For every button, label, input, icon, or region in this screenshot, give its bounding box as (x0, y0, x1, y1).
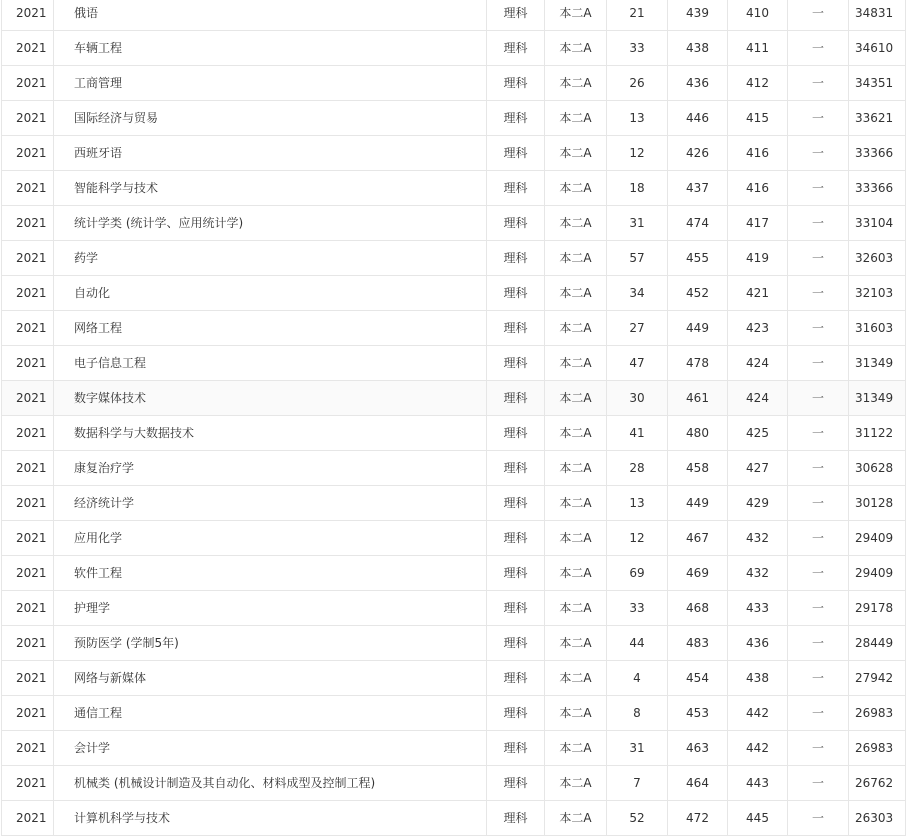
cell-major: 预防医学 (学制5年) (54, 626, 487, 661)
cell-plan-count: 52 (607, 801, 668, 836)
cell-year: 2021 (2, 171, 54, 206)
cell-plan-count: 13 (607, 101, 668, 136)
cell-max-score: 446 (668, 101, 728, 136)
cell-batch: 本二A (545, 521, 607, 556)
cell-min-rank: 26303 (849, 801, 906, 836)
cell-year: 2021 (2, 241, 54, 276)
cell-plan-count: 30 (607, 381, 668, 416)
cell-year: 2021 (2, 731, 54, 766)
cell-major: 软件工程 (54, 556, 487, 591)
cell-batch: 本二A (545, 486, 607, 521)
cell-year: 2021 (2, 136, 54, 171)
table-row (2, 381, 906, 416)
cell-year: 2021 (2, 661, 54, 696)
cell-year: 2021 (2, 451, 54, 486)
cell-avg-score: 一 (788, 591, 849, 626)
cell-max-score: 449 (668, 486, 728, 521)
cell-plan-count: 26 (607, 66, 668, 101)
table-row (2, 0, 906, 31)
table-row (2, 766, 906, 801)
cell-category: 理科 (487, 591, 545, 626)
cell-min-score: 421 (728, 276, 788, 311)
cell-avg-score: 一 (788, 0, 849, 31)
cell-major: 车辆工程 (54, 31, 487, 66)
cell-year: 2021 (2, 0, 54, 31)
cell-max-score: 463 (668, 731, 728, 766)
cell-min-rank: 28449 (849, 626, 906, 661)
cell-major: 药学 (54, 241, 487, 276)
cell-max-score: 455 (668, 241, 728, 276)
cell-plan-count: 47 (607, 346, 668, 381)
cell-plan-count: 12 (607, 521, 668, 556)
cell-year: 2021 (2, 766, 54, 801)
cell-batch: 本二A (545, 346, 607, 381)
cell-min-score: 419 (728, 241, 788, 276)
cell-max-score: 467 (668, 521, 728, 556)
cell-min-rank: 33366 (849, 171, 906, 206)
cell-plan-count: 31 (607, 206, 668, 241)
table-row (2, 206, 906, 241)
cell-year: 2021 (2, 416, 54, 451)
cell-min-score: 416 (728, 136, 788, 171)
cell-avg-score: 一 (788, 731, 849, 766)
cell-min-rank: 31603 (849, 311, 906, 346)
cell-major: 智能科学与技术 (54, 171, 487, 206)
cell-major: 康复治疗学 (54, 451, 487, 486)
cell-category: 理科 (487, 276, 545, 311)
cell-min-score: 442 (728, 731, 788, 766)
cell-year: 2021 (2, 556, 54, 591)
cell-batch: 本二A (545, 731, 607, 766)
cell-batch: 本二A (545, 381, 607, 416)
table-row (2, 171, 906, 206)
cell-category: 理科 (487, 311, 545, 346)
table-row (2, 696, 906, 731)
cell-min-score: 432 (728, 556, 788, 591)
cell-batch: 本二A (545, 696, 607, 731)
cell-batch: 本二A (545, 31, 607, 66)
cell-max-score: 437 (668, 171, 728, 206)
cell-major: 电子信息工程 (54, 346, 487, 381)
cell-min-score: 417 (728, 206, 788, 241)
cell-avg-score: 一 (788, 381, 849, 416)
cell-avg-score: 一 (788, 626, 849, 661)
cell-avg-score: 一 (788, 416, 849, 451)
cell-max-score: 452 (668, 276, 728, 311)
cell-category: 理科 (487, 661, 545, 696)
cell-min-score: 433 (728, 591, 788, 626)
cell-major: 统计学类 (统计学、应用统计学) (54, 206, 487, 241)
cell-year: 2021 (2, 31, 54, 66)
table-row (2, 101, 906, 136)
cell-max-score: 461 (668, 381, 728, 416)
cell-min-rank: 34831 (849, 0, 906, 31)
cell-year: 2021 (2, 521, 54, 556)
cell-min-score: 432 (728, 521, 788, 556)
table-row (2, 626, 906, 661)
cell-max-score: 454 (668, 661, 728, 696)
cell-year: 2021 (2, 591, 54, 626)
cell-max-score: 438 (668, 31, 728, 66)
cell-min-rank: 26983 (849, 731, 906, 766)
table-row (2, 31, 906, 66)
cell-plan-count: 12 (607, 136, 668, 171)
cell-max-score: 472 (668, 801, 728, 836)
cell-major: 机械类 (机械设计制造及其自动化、材料成型及控制工程) (54, 766, 487, 801)
cell-max-score: 474 (668, 206, 728, 241)
cell-plan-count: 33 (607, 31, 668, 66)
cell-min-score: 438 (728, 661, 788, 696)
table-row (2, 556, 906, 591)
cell-category: 理科 (487, 556, 545, 591)
cell-batch: 本二A (545, 451, 607, 486)
cell-plan-count: 21 (607, 0, 668, 31)
cell-max-score: 453 (668, 696, 728, 731)
cell-avg-score: 一 (788, 661, 849, 696)
cell-category: 理科 (487, 416, 545, 451)
cell-min-score: 429 (728, 486, 788, 521)
cell-min-rank: 29409 (849, 521, 906, 556)
cell-category: 理科 (487, 31, 545, 66)
cell-max-score: 439 (668, 0, 728, 31)
cell-year: 2021 (2, 346, 54, 381)
cell-plan-count: 44 (607, 626, 668, 661)
cell-year: 2021 (2, 626, 54, 661)
cell-batch: 本二A (545, 276, 607, 311)
cell-plan-count: 57 (607, 241, 668, 276)
cell-avg-score: 一 (788, 696, 849, 731)
cell-min-rank: 33366 (849, 136, 906, 171)
cell-plan-count: 28 (607, 451, 668, 486)
cell-min-score: 442 (728, 696, 788, 731)
cell-min-score: 445 (728, 801, 788, 836)
cell-major: 工商管理 (54, 66, 487, 101)
cell-max-score: 458 (668, 451, 728, 486)
cell-year: 2021 (2, 101, 54, 136)
cell-year: 2021 (2, 311, 54, 346)
cell-min-rank: 29178 (849, 591, 906, 626)
table-row (2, 136, 906, 171)
cell-category: 理科 (487, 241, 545, 276)
cell-category: 理科 (487, 346, 545, 381)
cell-year: 2021 (2, 276, 54, 311)
cell-major: 计算机科学与技术 (54, 801, 487, 836)
cell-batch: 本二A (545, 591, 607, 626)
cell-batch: 本二A (545, 241, 607, 276)
cell-category: 理科 (487, 766, 545, 801)
cell-avg-score: 一 (788, 766, 849, 801)
table-row (2, 661, 906, 696)
cell-category: 理科 (487, 801, 545, 836)
cell-min-rank: 30128 (849, 486, 906, 521)
cell-major: 国际经济与贸易 (54, 101, 487, 136)
cell-batch: 本二A (545, 0, 607, 31)
cell-category: 理科 (487, 206, 545, 241)
cell-category: 理科 (487, 0, 545, 31)
cell-plan-count: 33 (607, 591, 668, 626)
cell-batch: 本二A (545, 416, 607, 451)
cell-min-score: 410 (728, 0, 788, 31)
cell-min-rank: 31349 (849, 381, 906, 416)
cell-major: 经济统计学 (54, 486, 487, 521)
cell-major: 自动化 (54, 276, 487, 311)
cell-min-score: 424 (728, 346, 788, 381)
cell-year: 2021 (2, 381, 54, 416)
cell-avg-score: 一 (788, 276, 849, 311)
table-body (2, 0, 906, 836)
cell-plan-count: 69 (607, 556, 668, 591)
cell-min-score: 411 (728, 31, 788, 66)
cell-batch: 本二A (545, 171, 607, 206)
cell-avg-score: 一 (788, 171, 849, 206)
cell-max-score: 469 (668, 556, 728, 591)
cell-min-rank: 32103 (849, 276, 906, 311)
table-row (2, 451, 906, 486)
cell-major: 网络与新媒体 (54, 661, 487, 696)
cell-max-score: 478 (668, 346, 728, 381)
cell-min-score: 443 (728, 766, 788, 801)
cell-avg-score: 一 (788, 346, 849, 381)
cell-avg-score: 一 (788, 66, 849, 101)
cell-year: 2021 (2, 696, 54, 731)
cell-category: 理科 (487, 696, 545, 731)
cell-max-score: 449 (668, 311, 728, 346)
cell-batch: 本二A (545, 801, 607, 836)
cell-category: 理科 (487, 101, 545, 136)
cell-year: 2021 (2, 486, 54, 521)
cell-min-rank: 33104 (849, 206, 906, 241)
cell-major: 数据科学与大数据技术 (54, 416, 487, 451)
cell-batch: 本二A (545, 626, 607, 661)
cell-batch: 本二A (545, 136, 607, 171)
cell-major: 俄语 (54, 0, 487, 31)
cell-batch: 本二A (545, 311, 607, 346)
cell-plan-count: 4 (607, 661, 668, 696)
cell-category: 理科 (487, 626, 545, 661)
cell-category: 理科 (487, 486, 545, 521)
cell-min-rank: 27942 (849, 661, 906, 696)
cell-batch: 本二A (545, 661, 607, 696)
cell-avg-score: 一 (788, 206, 849, 241)
cell-plan-count: 13 (607, 486, 668, 521)
cell-major: 网络工程 (54, 311, 487, 346)
cell-min-rank: 31349 (849, 346, 906, 381)
cell-batch: 本二A (545, 206, 607, 241)
cell-category: 理科 (487, 136, 545, 171)
cell-plan-count: 34 (607, 276, 668, 311)
table-row (2, 276, 906, 311)
cell-min-rank: 32603 (849, 241, 906, 276)
table-row (2, 801, 906, 836)
cell-batch: 本二A (545, 66, 607, 101)
cell-avg-score: 一 (788, 801, 849, 836)
cell-major: 数字媒体技术 (54, 381, 487, 416)
cell-category: 理科 (487, 521, 545, 556)
table-row (2, 521, 906, 556)
cell-min-score: 423 (728, 311, 788, 346)
cell-min-rank: 34610 (849, 31, 906, 66)
cell-min-rank: 31122 (849, 416, 906, 451)
cell-plan-count: 27 (607, 311, 668, 346)
cell-plan-count: 41 (607, 416, 668, 451)
cell-max-score: 464 (668, 766, 728, 801)
cell-avg-score: 一 (788, 241, 849, 276)
cell-avg-score: 一 (788, 486, 849, 521)
cell-max-score: 468 (668, 591, 728, 626)
cell-min-rank: 30628 (849, 451, 906, 486)
cell-year: 2021 (2, 801, 54, 836)
table-row (2, 346, 906, 381)
admission-scores-table (1, 0, 906, 836)
cell-avg-score: 一 (788, 101, 849, 136)
table-row (2, 486, 906, 521)
table-row (2, 66, 906, 101)
table-row (2, 311, 906, 346)
cell-min-score: 415 (728, 101, 788, 136)
cell-max-score: 483 (668, 626, 728, 661)
cell-category: 理科 (487, 381, 545, 416)
table-row (2, 731, 906, 766)
cell-plan-count: 7 (607, 766, 668, 801)
cell-major: 应用化学 (54, 521, 487, 556)
cell-major: 西班牙语 (54, 136, 487, 171)
cell-min-score: 412 (728, 66, 788, 101)
cell-avg-score: 一 (788, 311, 849, 346)
cell-min-score: 427 (728, 451, 788, 486)
cell-batch: 本二A (545, 101, 607, 136)
cell-min-rank: 26762 (849, 766, 906, 801)
cell-category: 理科 (487, 171, 545, 206)
cell-major: 护理学 (54, 591, 487, 626)
cell-category: 理科 (487, 451, 545, 486)
cell-major: 通信工程 (54, 696, 487, 731)
cell-year: 2021 (2, 206, 54, 241)
cell-min-rank: 34351 (849, 66, 906, 101)
cell-avg-score: 一 (788, 451, 849, 486)
cell-avg-score: 一 (788, 556, 849, 591)
cell-category: 理科 (487, 731, 545, 766)
cell-year: 2021 (2, 66, 54, 101)
cell-category: 理科 (487, 66, 545, 101)
cell-min-rank: 29409 (849, 556, 906, 591)
table-row (2, 416, 906, 451)
table-row (2, 241, 906, 276)
cell-max-score: 436 (668, 66, 728, 101)
cell-plan-count: 18 (607, 171, 668, 206)
cell-major: 会计学 (54, 731, 487, 766)
cell-plan-count: 8 (607, 696, 668, 731)
cell-min-rank: 26983 (849, 696, 906, 731)
cell-avg-score: 一 (788, 136, 849, 171)
cell-max-score: 480 (668, 416, 728, 451)
cell-min-score: 436 (728, 626, 788, 661)
cell-min-rank: 33621 (849, 101, 906, 136)
table-row (2, 591, 906, 626)
cell-plan-count: 31 (607, 731, 668, 766)
cell-avg-score: 一 (788, 31, 849, 66)
cell-min-score: 425 (728, 416, 788, 451)
cell-batch: 本二A (545, 556, 607, 591)
cell-max-score: 426 (668, 136, 728, 171)
cell-batch: 本二A (545, 766, 607, 801)
cell-min-score: 424 (728, 381, 788, 416)
cell-avg-score: 一 (788, 521, 849, 556)
cell-min-score: 416 (728, 171, 788, 206)
